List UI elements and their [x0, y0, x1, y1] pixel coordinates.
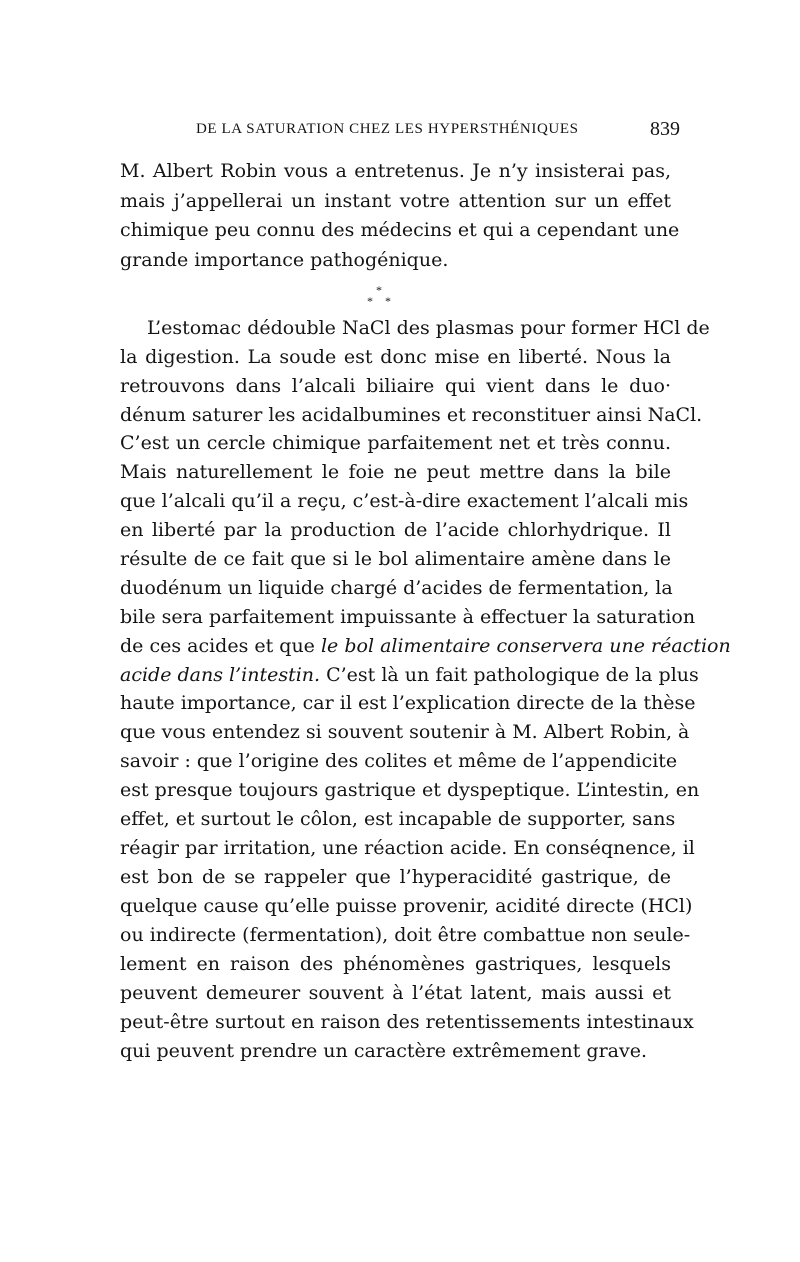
asterism-star: * — [385, 294, 391, 308]
text-line: bile sera parfaitement impuissante à effectuer la saturation — [120, 606, 696, 628]
asterism-star: * — [367, 294, 373, 308]
text-line: chimique peu connu des médecins et qui a cependant une — [120, 219, 680, 241]
italic-run: acide dans l’intestin. — [120, 664, 321, 686]
text-line: savoir : que l’origine des colites et même de l’appendicite — [120, 750, 678, 772]
text-run: C’est là un fait pathologique de la plus — [326, 664, 699, 686]
text-line: la digestion. La soude est donc mise en liberté. Nous la — [120, 346, 671, 368]
text-line: effet, et surtout le côlon, est incapable de supporter, sans — [120, 808, 676, 830]
text-line: ou indirecte (fermentation), doit être combattue non seule- — [120, 924, 691, 946]
running-head — [118, 118, 680, 142]
text-line: que vous entendez si souvent soutenir à M. Albert Robin, à — [120, 721, 690, 743]
text-line: haute importance, car il est l’explication directe de la thèse — [120, 692, 696, 714]
text-line: Mais naturellement le foie ne peut mettre dans la bile — [120, 461, 671, 483]
page-number: 839 — [650, 118, 680, 140]
text-line: C’est un cercle chimique parfaitement net et très connu. — [120, 432, 671, 454]
text-line: M. Albert Robin vous a entretenus. Je n’y insisterai pas, — [120, 160, 671, 182]
asterism-separator — [362, 282, 402, 312]
text-run: de ces acides et que — [120, 635, 315, 657]
text-line: qui peuvent prendre un caractère extrêmement grave. — [120, 1040, 648, 1062]
text-line: résulte de ce fait que si le bol alimentaire amène dans le — [120, 548, 671, 570]
text-line-with-italic — [120, 631, 731, 661]
text-line: grande importance pathogénique. — [120, 249, 449, 271]
text-line: duodénum un liquide chargé d’acides de fermentation, la — [120, 577, 673, 599]
text-line: dénum saturer les acidalbumines et reconstituer ainsi NaCl. — [120, 404, 703, 426]
text-line: retrouvons dans l’alcali biliaire qui vient dans le duo· — [120, 375, 671, 397]
text-line: lement en raison des phénomènes gastriques, lesquels — [120, 953, 671, 975]
text-line: est presque toujours gastrique et dyspeptique. L’intestin, en — [120, 779, 700, 801]
text-line: L’estomac dédouble NaCl des plasmas pour former HCl de — [147, 317, 710, 339]
text-line: en liberté par la production de l’acide chlorhydrique. Il — [120, 519, 671, 541]
asterism-star: * — [376, 283, 382, 297]
text-line-with-italic — [120, 660, 699, 690]
text-line: peuvent demeurer souvent à l’état latent, mais aussi et — [120, 982, 671, 1004]
text-line: peut-être surtout en raison des retentissements intestinaux — [120, 1011, 694, 1033]
text-line: que l’alcali qu’il a reçu, c’est-à-dire exactement l’alcali mis — [120, 490, 689, 512]
italic-run: le bol alimentaire conservera une réaction — [320, 635, 731, 657]
text-line: est bon de se rappeler que l’hyperacidité gastrique, de — [120, 866, 671, 888]
running-title: DE LA SATURATION CHEZ LES HYPERSTHÉNIQUES — [196, 121, 579, 137]
text-line: réagir par irritation, une réaction acide. En conséqnence, il — [120, 837, 695, 859]
text-line: mais j’appellerai un instant votre attention sur un effet — [120, 190, 671, 212]
text-line: quelque cause qu’elle puisse provenir, acidité directe (HCl) — [120, 895, 693, 917]
